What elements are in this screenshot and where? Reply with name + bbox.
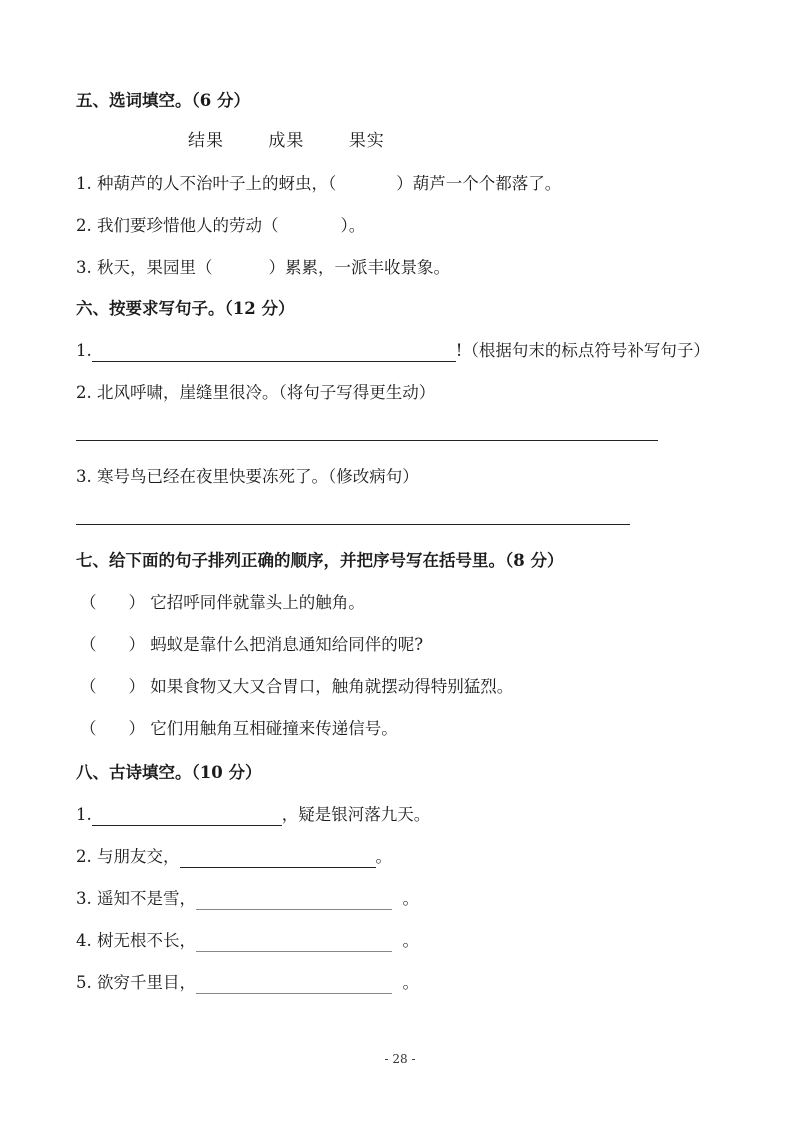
page-number: - 28 -: [384, 1052, 416, 1066]
poem-item-1: [76, 804, 430, 826]
answer-line[interactable]: [76, 440, 658, 441]
poem-item-5: [76, 972, 419, 994]
section-8-heading: 八、古诗填空。（10 分）: [76, 763, 262, 782]
order-item-text: 它招呼同伴就靠头上的触角。: [150, 593, 365, 612]
sentence-item-1-prefix: 1.: [76, 341, 92, 360]
sentence-item-1: [76, 340, 710, 362]
poem-item-3-suffix: 。: [402, 889, 419, 908]
order-item: [80, 634, 423, 656]
poem-item-3: [76, 888, 419, 910]
fill-item-1: [76, 173, 561, 195]
answer-line[interactable]: [76, 524, 630, 525]
section-6-heading: 六、按要求写句子。（12 分）: [76, 299, 295, 318]
section-5-heading: 五、选词填空。（6 分）: [76, 91, 250, 110]
word-option: 结果: [188, 131, 224, 151]
poem-item-2-prefix: 2. 与朋友交，: [76, 847, 180, 866]
poem-item-4-suffix: 。: [402, 931, 419, 950]
paren-close: ）: [128, 593, 145, 612]
poem-item-2-suffix: 。: [375, 847, 392, 866]
answer-line[interactable]: [196, 977, 392, 994]
answer-line[interactable]: [180, 851, 376, 868]
word-option: 成果: [268, 131, 305, 151]
answer-line[interactable]: [196, 935, 392, 952]
sentence-item-3: 3. 寒号鸟已经在夜里快要冻死了。（修改病句）: [76, 467, 419, 486]
paren-open: （: [80, 719, 97, 738]
answer-line[interactable]: [92, 345, 456, 362]
sentence-item-1-suffix: !（根据句末的标点符号补写句子）: [455, 341, 710, 360]
order-item: [80, 676, 513, 698]
order-item: [80, 592, 365, 614]
poem-item-4-prefix: 4. 树无根不长，: [76, 931, 196, 950]
fill-item-2: [76, 215, 365, 237]
fill-item-3-after: ）累累，一派丰收景象。: [268, 258, 450, 277]
poem-item-5-suffix: 。: [402, 973, 419, 992]
order-item-text: 它们用触角互相碰撞来传递信号。: [150, 719, 398, 738]
paren-close: ）: [128, 719, 145, 738]
poem-item-1-suffix: ，疑是银河落九天。: [281, 805, 431, 824]
poem-item-1-prefix: 1.: [76, 805, 92, 824]
answer-line[interactable]: [92, 809, 282, 826]
paren-close: ）: [128, 677, 145, 696]
poem-item-4: [76, 930, 419, 952]
fill-item-2-after: ）。: [340, 216, 366, 235]
order-item-text: 如果食物又大又合胃口，触角就摆动得特别猛烈。: [150, 677, 514, 696]
fill-item-3: [76, 257, 450, 279]
order-item-text: 蚂蚁是靠什么把消息通知给同伴的呢?: [150, 635, 424, 654]
answer-line[interactable]: [196, 893, 392, 910]
fill-item-2-before: 2. 我们要珍惜他人的劳动（: [76, 216, 279, 235]
paren-open: （: [80, 635, 97, 654]
sentence-item-2: 2. 北风呼啸，崖缝里很冷。（将句子写得更生动）: [76, 383, 436, 402]
order-item: [80, 718, 398, 740]
poem-item-5-prefix: 5. 欲穷千里目，: [76, 973, 196, 992]
word-options: [188, 130, 423, 152]
paren-open: （: [80, 593, 97, 612]
word-option: 果实: [348, 131, 385, 151]
section-7-heading: 七、给下面的句子排列正确的顺序，并把序号写在括号里。（8 分）: [76, 551, 564, 570]
paren-open: （: [80, 677, 97, 696]
poem-item-2: [76, 846, 392, 868]
poem-item-3-prefix: 3. 遥知不是雪，: [76, 889, 196, 908]
fill-item-1-after: ）葫芦一个个都落了。: [396, 174, 562, 193]
fill-item-3-before: 3. 秋天，果园里（: [76, 258, 213, 277]
paren-close: ）: [128, 635, 145, 654]
fill-item-1-before: 1. 种葫芦的人不治叶子上的蚜虫，（: [76, 174, 337, 193]
